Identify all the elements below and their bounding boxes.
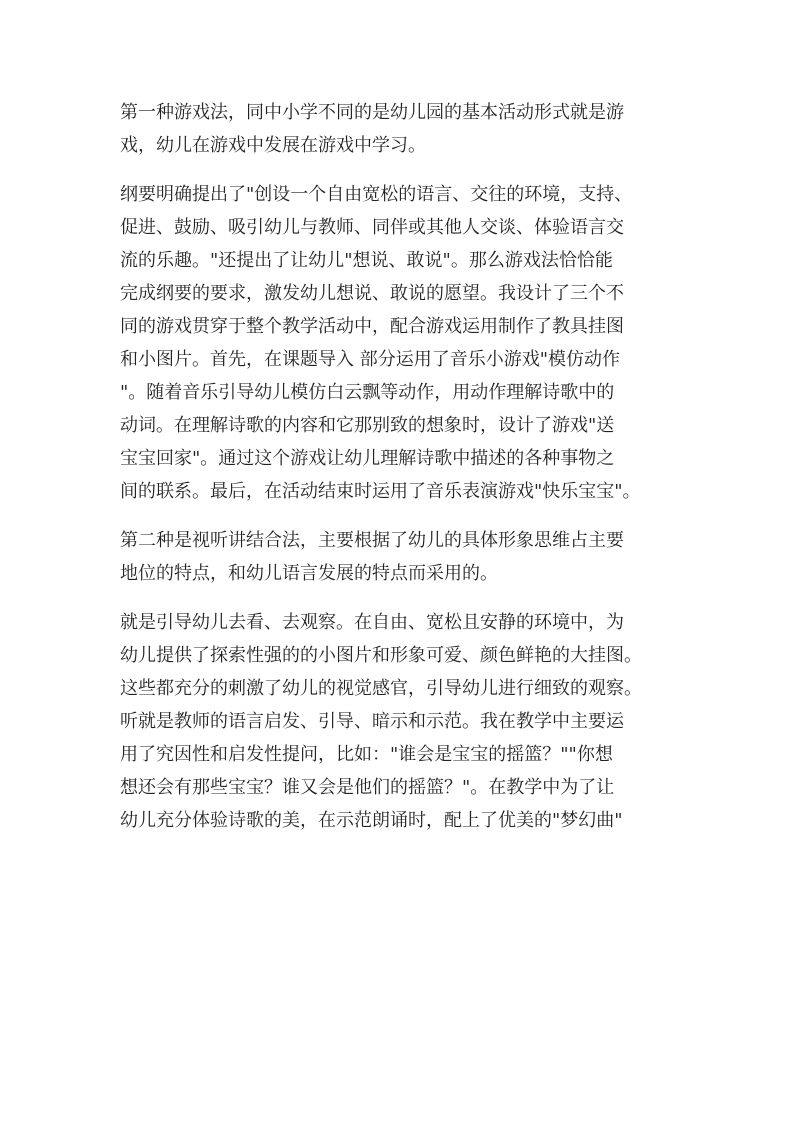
text-line: 第一种游戏法，同中小学不同的是幼儿园的基本活动形式就是游 (120, 102, 624, 123)
text-line: "。随着音乐引导幼儿模仿白云飘等动作，用动作理解诗歌中的 (120, 382, 615, 403)
text-line: 戏，幼儿在游戏中发展在游戏中学习。 (120, 135, 426, 156)
text-line: 地位的特点，和幼儿语言发展的特点而采用的。 (120, 563, 498, 584)
text-line: 和小图片。首先，在课题导入 部分运用了音乐小游戏"模仿动作 (120, 349, 620, 370)
paragraph-game-method (120, 96, 680, 162)
paragraph-audiovisual-method (120, 524, 680, 590)
text-line: 同的游戏贯穿于整个教学活动中，配合游戏运用制作了教具挂图 (120, 316, 624, 337)
text-line: 间的联系。最后，在活动结束时运用了音乐表演游戏"快乐宝宝"。 (120, 481, 641, 502)
text-line: 动词。在理解诗歌的内容和它那别致的想象时，设计了游戏"送 (120, 415, 615, 436)
text-line: 想还会有那些宝宝？谁又会是他们的摇篮？"。在教学中为了让 (120, 777, 615, 798)
text-line: 这些都充分的刺激了幼儿的视觉感官，引导幼儿进行细致的观察。 (120, 678, 642, 699)
text-line: 幼儿提供了探索性强的的小图片和形象可爱、颜色鲜艳的大挂图。 (120, 645, 642, 666)
text-line: 完成纲要的要求，激发幼儿想说、敢说的愿望。我设计了三个不 (120, 283, 624, 304)
text-line: 幼儿充分体验诗歌的美，在示范朗诵时，配上了优美的"梦幻曲" (120, 810, 623, 831)
text-line: 就是引导幼儿去看、去观察。在自由、宽松且安静的环境中，为 (120, 612, 624, 633)
text-line: 纲要明确提出了"创设一个自由宽松的语言、交往的环境，支持、 (120, 184, 633, 205)
text-line: 促进、鼓励、吸引幼儿与教师、同伴或其他人交谈、体验语言交 (120, 217, 624, 238)
text-line: 听就是教师的语言启发、引导、暗示和示范。我在教学中主要运 (120, 711, 624, 732)
text-line: 宝宝回家"。通过这个游戏让幼儿理解诗歌中描述的各种事物之 (120, 448, 615, 469)
text-line: 第二种是视听讲结合法，主要根据了幼儿的具体形象思维占主要 (120, 530, 624, 551)
paragraph-observation (120, 606, 680, 837)
text-line: 用了究因性和启发性提问，比如："谁会是宝宝的摇篮？""你想 (120, 744, 613, 765)
text-line: 流的乐趣。"还提出了让幼儿"想说、敢说"。那么游戏法恰恰能 (120, 250, 613, 271)
paragraph-outline-requirements (120, 178, 680, 508)
document-body (120, 96, 680, 853)
